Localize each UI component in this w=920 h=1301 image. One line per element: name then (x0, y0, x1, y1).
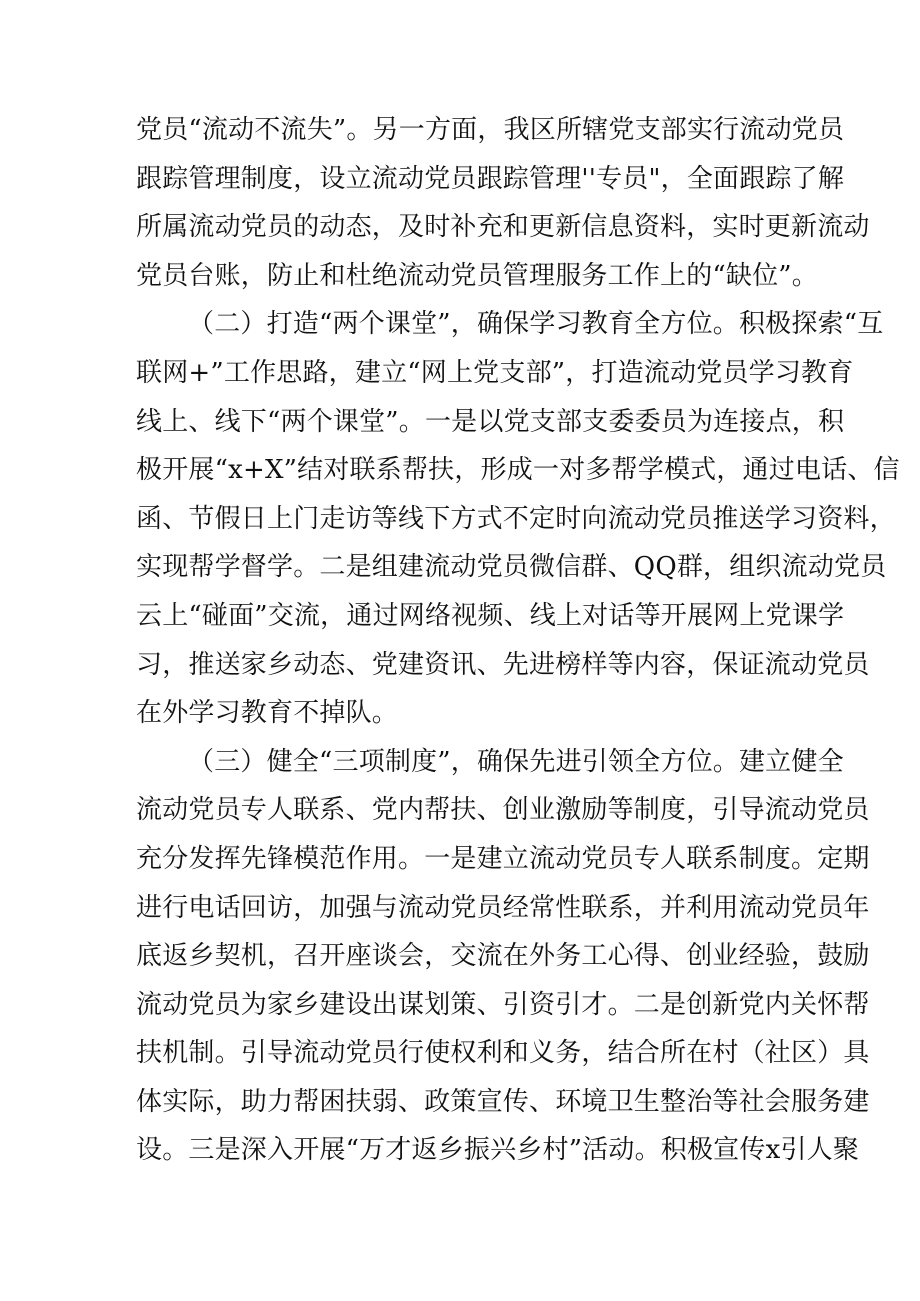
text-line: 在外学习教育不掉队。 (136, 698, 399, 729)
text-line: 体实际，助力帮困扶弱、政策宣传、环境卫生整治等社会服务建 (136, 1086, 870, 1117)
text-line: 流动党员专人联系、党内帮扶、创业激励等制度，引导流动党员 (136, 795, 870, 826)
text-line: 流动党员为家乡建设出谋划策、引资引才。二是创新党内关怀帮 (136, 989, 870, 1020)
text-line: 进行电话回访，加强与流动党员经常性联系，并利用流动党员年 (136, 892, 870, 923)
text-line: 党员“流动不流失”。另一方面，我区所辖党支部实行流动党员 (136, 115, 845, 145)
text-line: 云上“碰面”交流，通过网络视频、线上对话等开展网上党课学 (136, 600, 845, 631)
text-line: 党员台账，防止和杜绝流动党员管理服务工作上的“缺位”。 (136, 260, 818, 291)
text-line: 底返乡契机，召开座谈会，交流在外务工心得、创业经验，鼓励 (136, 941, 870, 972)
text-line: 扶机制。引导流动党员行使权利和义务，结合所在村（社区）具 (136, 1038, 870, 1069)
text-line: 线上、线下“两个课堂”。一是以党支部支委委员为连接点，积 (136, 406, 845, 437)
text-line: 充分发挥先锋模范作用。一是建立流动党员专人联系制度。定期 (136, 843, 870, 874)
text-line: 联网+”工作思路，建立“网上党支部”，打造流动党员学习教育 (136, 357, 854, 388)
text-line: 设。三是深入开展“万才返乡振兴乡村”活动。积极宣传x引人聚 (136, 1135, 860, 1166)
paragraph-heading-line: （二）打造“两个课堂”，确保学习教育全方位。积极探索“互 (188, 309, 884, 340)
paragraph-heading-line: （三）健全“三项制度”，确保先进引领全方位。建立健全 (188, 746, 844, 777)
text-line: 实现帮学督学。二是组建流动党员微信群、QQ群，组织流动党员 (136, 552, 887, 583)
text-line: 所属流动党员的动态，及时补充和更新信息资料，实时更新流动 (136, 212, 870, 243)
document-body (136, 106, 900, 1175)
text-line: 习，推送家乡动态、党建资讯、先进榜样等内容，保证流动党员 (136, 649, 870, 680)
text-line: 函、节假日上门走访等线下方式不定时向流动党员推送学习资料， (136, 503, 896, 534)
text-line: 极开展“x+X”结对联系帮扶，形成一对多帮学模式，通过电话、信 (136, 455, 900, 486)
text-line: 跟踪管理制度，设立流动党员跟踪管理''专员"，全面跟踪了解 (136, 163, 845, 194)
